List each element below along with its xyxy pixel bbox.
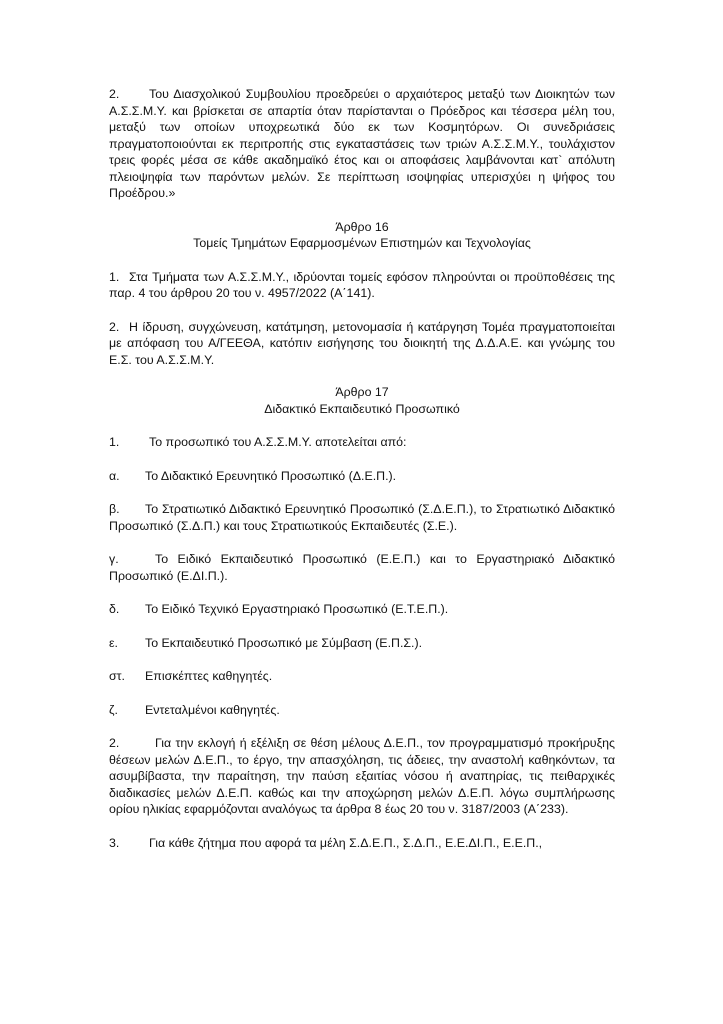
paragraph-text: Το προσωπικό του Α.Σ.Σ.Μ.Υ. αποτελείται από: [149,435,407,449]
article-16-paragraph-2 [109,319,615,369]
list-item-z [109,702,615,719]
article-16-number: Άρθρο 16 [335,219,389,234]
list-item-text: Εντεταλμένοι καθηγητές. [145,702,280,717]
paragraph-number: 1. [109,269,120,284]
article-17-paragraph-2 [109,735,615,818]
paragraph-number: 3. [109,835,120,850]
paragraph-text: Η ίδρυση, συγχώνευση, κατάτμηση, μετονομασία ή κατάργηση Τομέα πραγματοποιείται με απόφαση του Α/ΓΕΕΘΑ, κατόπιν εισήγησης του διοικητή της Δ.Δ.Α.Ε. και γνώμης του Ε.Σ. του Α.Σ.Σ.Μ.Υ. [109,319,615,367]
paragraph-intro [109,86,615,202]
paragraph-number: 2. [109,87,120,101]
paragraph-text: Για την εκλογή ή εξέλιξη σε θέση μέλους Δ.Ε.Π., τον προγραμματισμό προκήρυξης θέσεων μελών Δ.Ε.Π., το έργο, την απασχόληση, τις άδειες, την αναστολή καθηκόντων, τα ασυμβίβαστα, την παραίτηση, την παύση εξαιτίας νόσου ή αναπηρίας, τις πειθαρχικές διαδικασίες μελών Δ.Ε.Π. καθώς και την αποχώρηση μελών Δ.Ε.Π. λόγω συμπλήρωσης ορίου ηλικίας εφαρμόζονται αναλόγως τα άρθρα 8 έως 20 του ν. 3187/2003 (Α΄233). [109,736,615,816]
list-item-text: Επισκέπτες καθηγητές. [145,669,273,683]
article-17-title: Διδακτικό Εκπαιδευτικό Προσωπικό [264,401,460,416]
list-item-text: Το Ειδικό Εκπαιδευτικό Προσωπικό (Ε.Ε.Π.) και το Εργαστηριακό Διδακτικό Προσωπικό (Ε.ΔΙ.Π.). [109,552,615,583]
article-17-paragraph-3 [109,835,615,852]
list-item-d [109,601,615,618]
article-16-title: Τομείς Τμημάτων Εφαρμοσμένων Επιστημών και Τεχνολογίας [193,236,531,250]
list-item-label: ζ. [109,702,118,717]
paragraph-number: 2. [109,736,120,750]
list-item-st [109,668,615,685]
list-item-label: α. [109,468,120,483]
paragraph-text: Του Διασχολικού Συμβουλίου προεδρεύει ο αρχαιότερος μεταξύ των Διοικητών των Α.Σ.Σ.Μ.Υ. και βρίσκεται σε απαρτία όταν παρίστανται ο Πρόεδρος και τέσσερα μέλη του, μεταξύ των οποίων υποχρεωτικά δύο εκ των Κοσμητόρων. Οι συνεδριάσεις πραγματοποιούνται εκ περιτροπής στις εγκαταστάσεις των τριών Α.Σ.Σ.Μ.Υ., τουλάχιστον τρεις φορές μέσα σε κάθε ακαδημαϊκό έτος και οι αποφάσεις λαμβάνονται κατ` απόλυτη πλειοψηφία των παρόντων μελών. Σε περίπτωση ισοψηφίας υπερισχύει η ψήφος του Προέδρου.» [109,87,615,200]
list-item-label: β. [109,502,120,516]
list-item-text: Το Εκπαιδευτικό Προσωπικό με Σύμβαση (Ε.Π.Σ.). [145,635,423,650]
list-item-a [109,468,615,485]
list-item-text: Το Διδακτικό Ερευνητικό Προσωπικό (Δ.Ε.Π.). [145,468,397,483]
paragraph-text: Στα Τμήματα των Α.Σ.Σ.Μ.Υ., ιδρύονται τομείς εφόσον πληρούνται οι προϋποθέσεις της παρ. 4 του άρθρου 20 του ν. 4957/2022 (Α΄141). [109,269,615,300]
list-item-c [109,551,615,584]
article-16-paragraph-1 [109,269,615,302]
paragraph-number: 1. [109,435,120,449]
list-item-text: Το Στρατιωτικό Διδακτικό Ερευνητικό Προσωπικό (Σ.Δ.Ε.Π.), το Στρατιωτικό Διδακτικό Προσωπικό (Σ.Δ.Π.) και τους Στρατιωτικούς Εκπαιδευτές (Σ.Ε.). [109,502,615,533]
article-17-number: Άρθρο 17 [335,385,389,399]
list-item-b [109,501,615,534]
list-item-label: δ. [109,602,120,616]
list-item-label: γ. [109,552,119,566]
article-17-paragraph-1 [109,434,615,451]
list-item-label: ε. [109,635,118,650]
paragraph-text: Για κάθε ζήτημα που αφορά τα μέλη Σ.Δ.Ε.Π., Σ.Δ.Π., Ε.Ε.ΔΙ.Π., Ε.Ε.Π., [149,835,543,850]
document-page [109,86,615,851]
list-item-text: Το Ειδικό Τεχνικό Εργαστηριακό Προσωπικό (Ε.Τ.Ε.Π.). [145,602,449,616]
list-item-e [109,635,615,652]
list-item-label: στ. [109,669,125,683]
paragraph-number: 2. [109,319,120,334]
